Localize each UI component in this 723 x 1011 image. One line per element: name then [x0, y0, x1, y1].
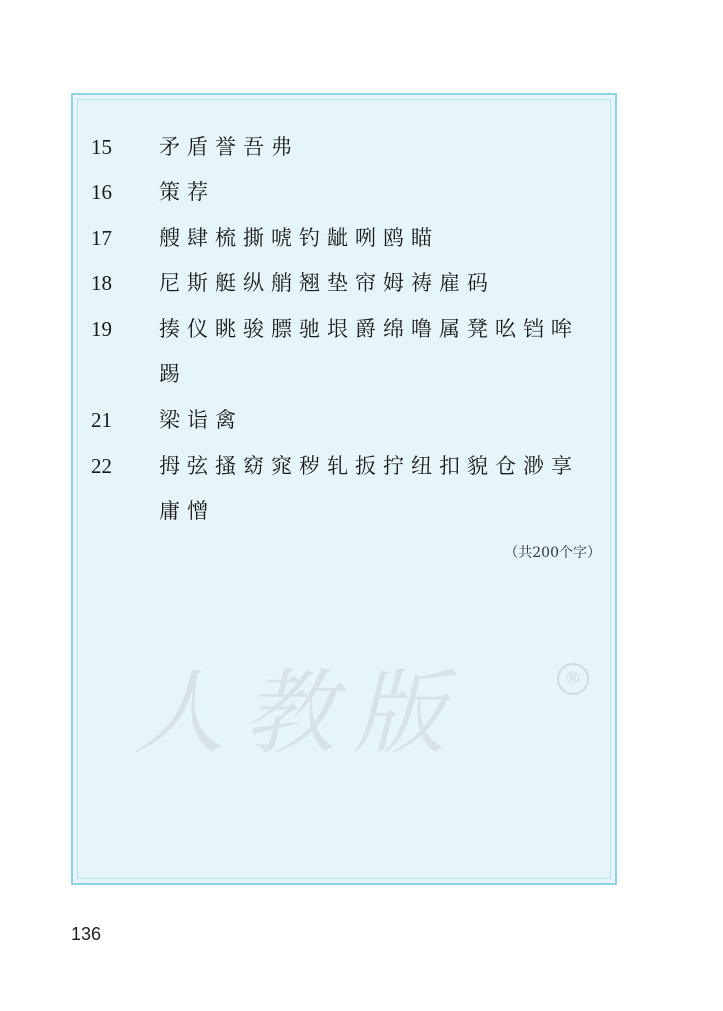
lesson-number: 17 — [91, 226, 112, 250]
lesson-number: 21 — [91, 408, 112, 432]
lesson-number: 18 — [91, 271, 112, 295]
lesson-number: 19 — [91, 317, 112, 341]
lesson-characters: 踢 — [159, 362, 187, 386]
lesson-number: 22 — [91, 454, 112, 478]
publisher-watermark: 人教版 — [133, 660, 464, 767]
character-total-note: （共200个字） — [504, 545, 601, 561]
lesson-characters: 策荐 — [159, 180, 215, 204]
lesson-characters: 拇弦搔窈窕秽轧扳拧纽扣貌仓渺享 — [159, 454, 579, 478]
lesson-number: 16 — [91, 180, 112, 204]
registered-mark-icon: ® — [557, 663, 589, 695]
page-number: 136 — [71, 924, 102, 944]
lesson-number: 15 — [91, 135, 112, 159]
lesson-characters: 庸憎 — [159, 499, 215, 523]
lesson-characters: 揍仪眺骏膘驰垠爵绵噜属凳吆铛哞 — [159, 317, 579, 341]
lesson-characters: 矛盾誉吾弗 — [159, 135, 299, 159]
lesson-characters: 艘肆梳撕唬钓龇咧鸥瞄 — [159, 226, 439, 250]
lesson-characters: 尼斯艇纵艄翘垫帘姆祷雇码 — [159, 271, 495, 295]
lesson-characters: 梁诣禽 — [159, 408, 243, 432]
character-list-panel — [71, 93, 617, 885]
